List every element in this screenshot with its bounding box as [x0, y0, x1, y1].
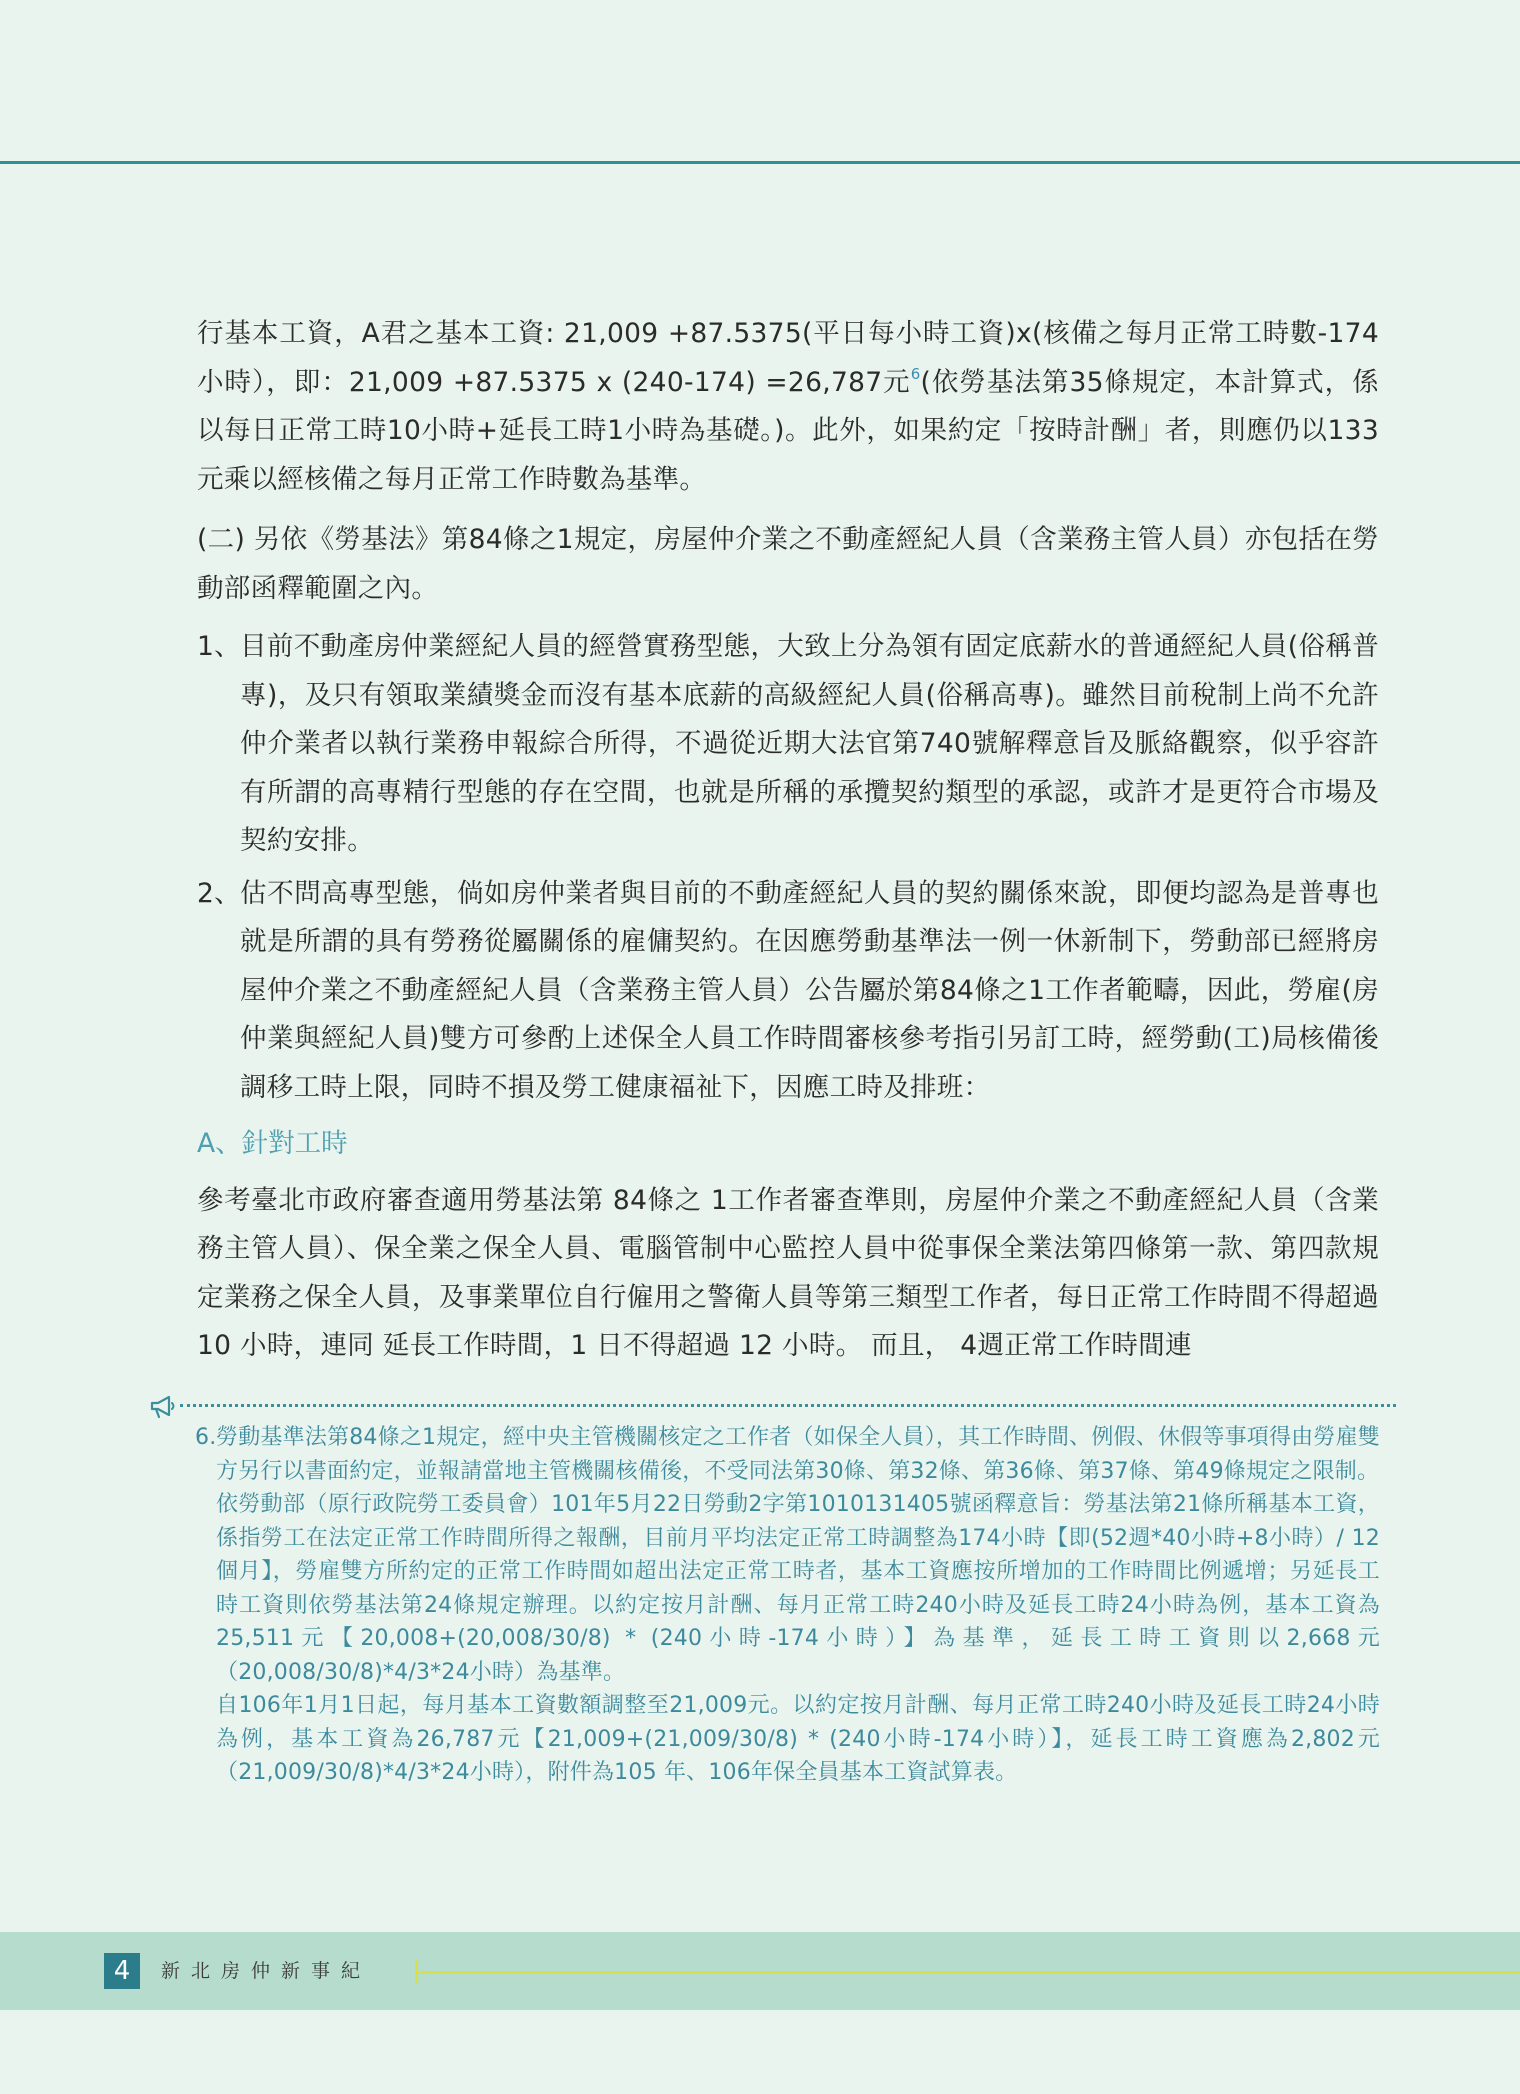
footnote-paragraph: 依勞動部（原行政院勞工委員會）101年5月22日勞動2字第1010131405號函釋意旨：勞基法第21條所稱基本工資，係指勞工在法定正常工作時間所得之報酬，目前月平均法定正常工時調整為174小時【即(52週*40小時+8小時）/ 12個月】，勞雇雙方所約定的正常工作時間如超出法定正常工時者，基本工資應按所增加的工作時間比例遞增；另延長工時工資則依勞基法第24條規定辦理。以約定按月計酬、每月正常工時240小時及延長工時24小時為例，基本工資為25,511元【20,008+(20,008/30/8) * (240小時-174小時）】為基準，延長工時工資則以2,668元（20,008/30/8)*4/3*24小時）為基準。 — [216, 1492, 1380, 1685]
footnote — [195, 1421, 1380, 1790]
publication-title: 新北房仲新事紀 — [161, 1960, 372, 1982]
header-rule — [0, 161, 1520, 164]
page-number: 4 — [104, 1953, 140, 1989]
paragraph-basic-wage-part-a: 行基本工資，A君之基本工資: 21,009 +87.5375(平日每小時工資)x(核備之每月正常工時數-174小時），即：21,009 +87.5375 x (240-174) =26,787元 — [197, 318, 1379, 398]
list-item-text: 估不問高專型態，倘如房仲業者與目前的不動產經紀人員的契約關係來說，即便均認為是普專也就是所謂的具有勞務從屬關係的雇傭契約。在因應勞動基準法一例一休新制下，勞動部已經將房屋仲介業之不動產經紀人員（含業務主管人員）公告屬於第84條之1工作者範疇，因此，勞雇(房仲業與經紀人員)雙方可參酌上述保全人員工作時間審核參考指引另訂工時，經勞動(工)局核備後調移工時上限，同時不損及勞工健康福祉下，因應工時及排班： — [240, 877, 1379, 1103]
footnote-paragraph: 自106年1月1日起，每月基本工資數額調整至21,009元。以約定按月計酬、每月正常工時240小時及延長工時24小時為例，基本工資為26,787元【21,009+(21,009/30/8) * (240小時-174小時）】，延長工時工資應為2,802元（21,009/30/8)*4/3*24小時），附件為105 年、106年保全員基本工資試算表。 — [216, 1693, 1380, 1785]
footnote-reference[interactable]: 6 — [910, 364, 921, 383]
footer-line — [415, 1971, 1520, 1974]
list-item — [197, 623, 1379, 866]
paragraph-work-hours: 參考臺北市政府審查適用勞基法第 84條之 1工作者審查準則，房屋仲介業之不動產經紀人員（含業務主管人員）、保全業之保全人員、電腦管制中心監控人員中從事保全業法第四條第一款、第四款規定業務之保全人員，及事業單位自行僱用之警衛人員等第三類型工作者，每日正常工作時間不得超過 10 小時，連同 延長工作時間，1 日不得超過 12 小時。 而且， 4週正常工作時間連 — [197, 1184, 1379, 1361]
list-item-text: 目前不動產房仲業經紀人員的經營實務型態，大致上分為領有固定底薪水的普通經紀人員(俗稱普專)，及只有領取業績獎金而沒有基本底薪的高級經紀人員(俗稱高專)。雖然目前稅制上尚不允許仲介業者以執行業務申報綜合所得，不過從近期大法官第740號解釋意旨及脈絡觀察，似乎容許有所謂的高專精行型態的存在空間，也就是所稱的承攬契約類型的承認，或許才是更符合市場及契約安排。 — [240, 631, 1379, 856]
paragraph-basic-wage — [197, 310, 1379, 504]
footnote-paragraph — [195, 1421, 1380, 1488]
section-heading: A、針對工時 — [197, 1128, 348, 1159]
list-item — [197, 870, 1379, 1113]
megaphone-icon — [149, 1394, 177, 1420]
list-item-number: 1、 — [197, 631, 241, 662]
list-item-number: 2、 — [197, 877, 241, 909]
footnote-divider — [180, 1404, 1396, 1407]
main-content — [197, 310, 1379, 1371]
paragraph-section-two: (二) 另依《勞基法》第84條之1規定，房屋仲介業之不動產經紀人員（含業務主管人員）亦包括在勞動部函釋範圍之內。 — [197, 524, 1379, 604]
footnote-text: 勞動基準法第84條之1規定，經中央主管機關核定之工作者（如保全人員），其工作時間、例假、休假等事項得由勞雇雙方另行以書面約定，並報請當地主管機關核備後，不受同法第30條、第32條、第36條、第37條、第49條規定之限制。 — [216, 1425, 1380, 1484]
paragraph-basic-wage-part-b: (依勞基法第35條規定，本計算式，係以每日正常工時10小時+延長工時1小時為基礎。)。此外，如果約定「按時計酬」者，則應仍以133元乘以經核備之每月正常工作時數為基準。 — [197, 366, 1379, 495]
footnote-number: 6. — [195, 1425, 217, 1450]
